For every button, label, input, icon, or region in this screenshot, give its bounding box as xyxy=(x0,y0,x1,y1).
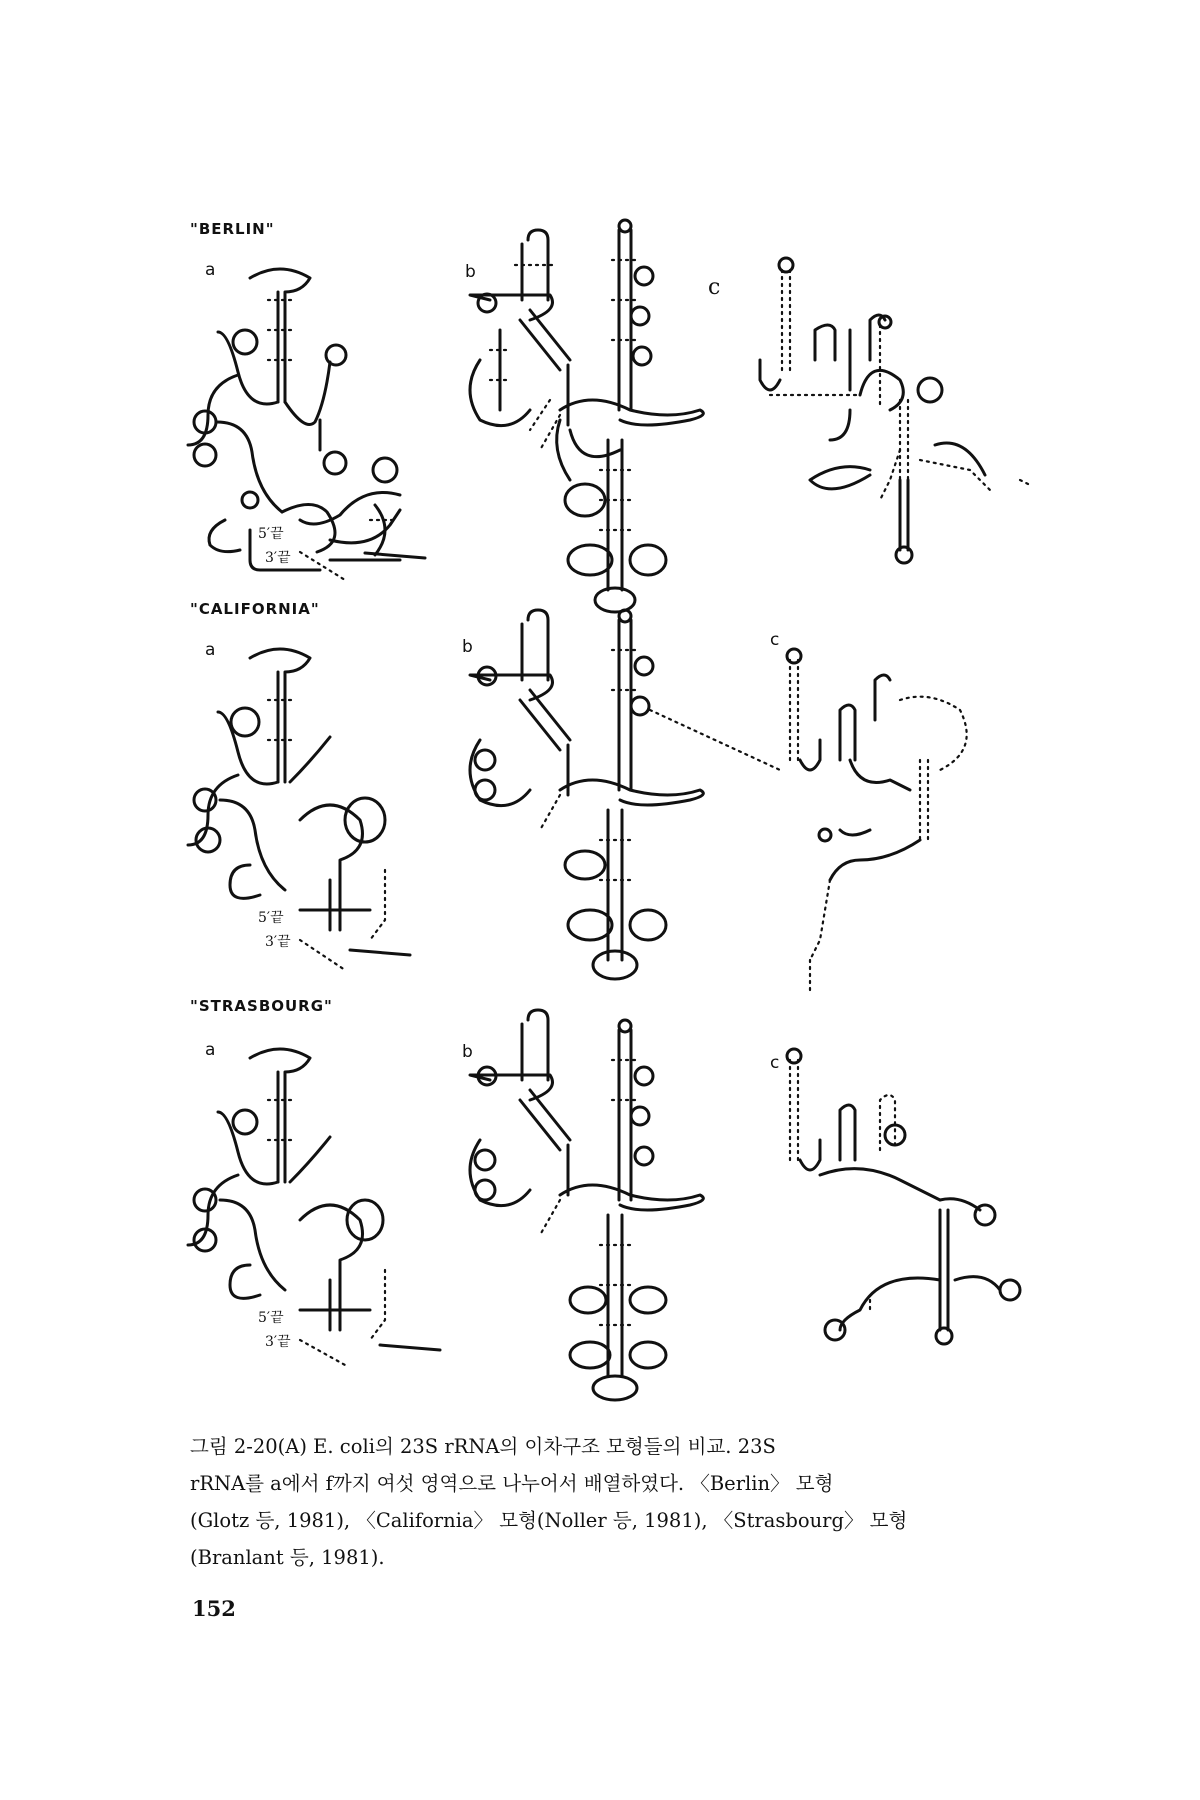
diagram-california-a xyxy=(188,649,410,970)
diagram-california-c xyxy=(787,649,967,990)
figure-caption xyxy=(190,1428,1010,1576)
strasbourg-five-prime-label: 5′끝 xyxy=(258,1310,284,1326)
model-heading-berlin: "BERLIN" xyxy=(190,220,275,238)
panel-label-california-a: a xyxy=(205,640,216,660)
page-number: 152 xyxy=(192,1596,236,1621)
model-heading-california: "CALIFORNIA" xyxy=(190,600,320,618)
panel-label-california-b: b xyxy=(462,637,473,657)
panel-label-california-c: c xyxy=(770,630,780,650)
diagram-strasbourg-a xyxy=(188,1049,440,1365)
caption-line-1: 그림 2-20(A) E. coli의 23S rRNA의 이차구조 모형들의 비교. 23S xyxy=(190,1435,776,1458)
diagram-strasbourg-b xyxy=(470,1010,703,1400)
panel-label-berlin-b: b xyxy=(465,262,476,282)
panel-label-strasbourg-c: c xyxy=(770,1053,780,1073)
caption-line-4: (Branlant 등, 1981). xyxy=(190,1546,385,1569)
strasbourg-three-prime-label: 3′끝 xyxy=(265,1334,291,1350)
diagram-berlin-c xyxy=(760,258,1030,563)
diagram-berlin-a xyxy=(188,269,425,580)
diagram-strasbourg-c xyxy=(787,1049,1020,1344)
panel-label-strasbourg-a: a xyxy=(205,1040,216,1060)
berlin-three-prime-label: 3′끝 xyxy=(265,550,291,566)
panel-label-strasbourg-b: b xyxy=(462,1042,473,1062)
berlin-five-prime-label: 5′끝 xyxy=(258,526,284,542)
panel-label-berlin-a: a xyxy=(205,260,216,280)
caption-line-3: (Glotz 등, 1981), 〈California〉 모형(Noller 등, 1981), 〈Strasbourg〉 모형 xyxy=(190,1509,908,1532)
california-five-prime-label: 5′끝 xyxy=(258,910,284,926)
panel-label-berlin-c: c xyxy=(708,275,721,300)
diagram-berlin-b xyxy=(470,220,703,612)
caption-line-2: rRNA를 a에서 f까지 여섯 영역으로 나누어서 배열하였다. 〈Berlin〉 모형 xyxy=(190,1472,834,1495)
model-heading-strasbourg: "STRASBOURG" xyxy=(190,997,333,1015)
california-three-prime-label: 3′끝 xyxy=(265,934,291,950)
diagram-california-b xyxy=(470,610,780,979)
